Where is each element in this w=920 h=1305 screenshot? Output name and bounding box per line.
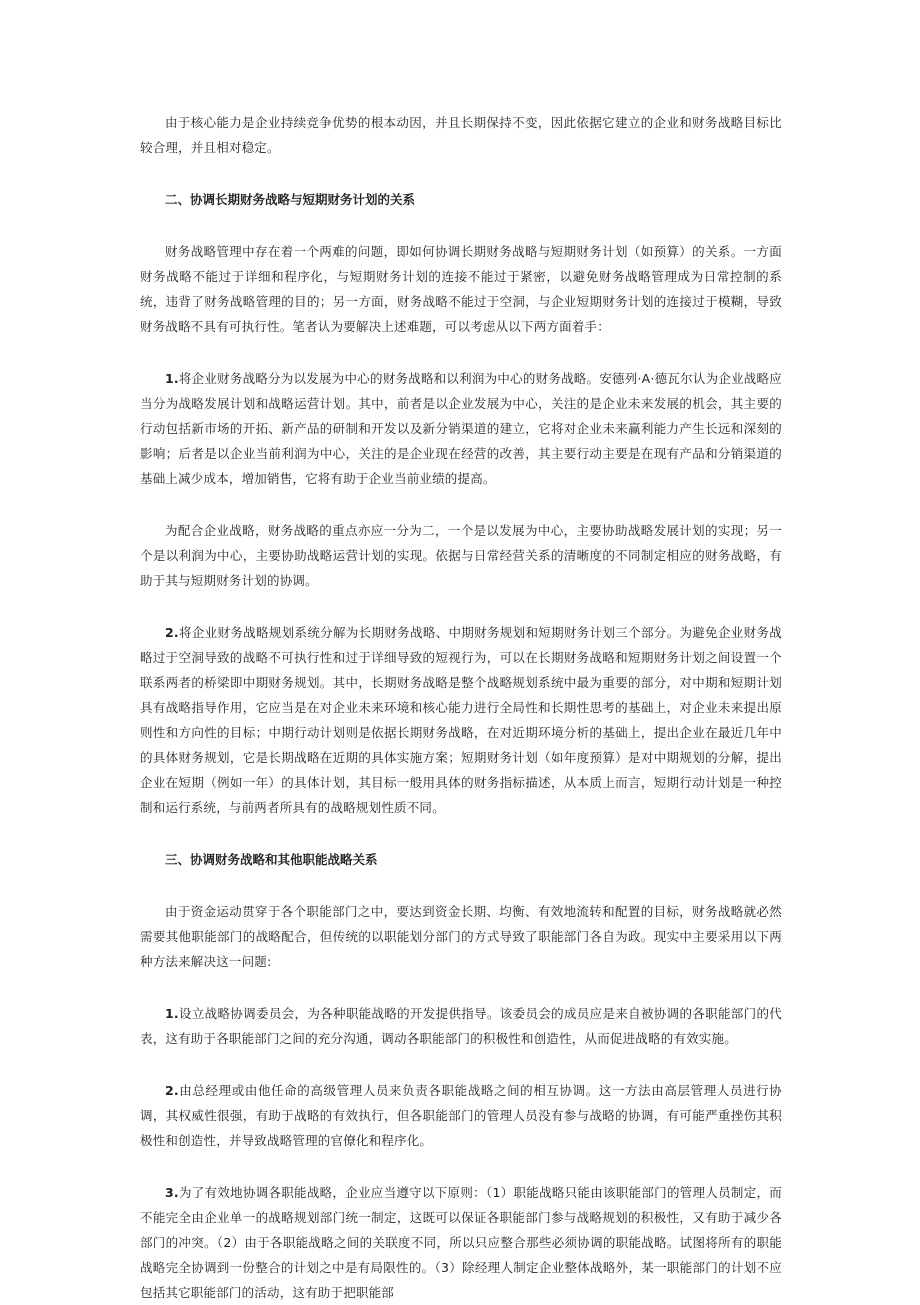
paragraph-text: 设立战略协调委员会，为各种职能战略的开发提供指导。该委员会的成员应是来自被协调的各职能部门的代表，这有助于各职能部门之间的充分沟通，调动各职能部门的积极性和创造性，从而促进战略的有效实施。 — [140, 1006, 782, 1046]
section-heading-3: 三、协调财务战略和其他职能战略关系 — [165, 852, 378, 867]
paragraph-text: 由总经理或由他任命的高级管理人员来负责各职能战略之间的相互协调。这一方法由高层管理人员进行协调，其权威性很强，有助于战略的有效执行，但各职能部门的管理人员没有参与战略的协调，有可能严重挫伤其积极性和创造性，并导致战略管理的官僚化和程序化。 — [140, 1083, 782, 1148]
paragraph-strategy-split: 为配合企业战略，财务战略的重点亦应一分为二，一个是以发展为中心，主要协助战略发展计划的实现；另一个是以利润为中心，主要协助战略运营计划的实现。依据与日常经营关系的清晰度的不同制定相应的财务战略，有助于其与短期财务计划的协调。 — [140, 523, 782, 588]
section-heading-2: 二、协调长期财务战略与短期财务计划的关系 — [165, 192, 416, 207]
list-number: 3. — [165, 1185, 179, 1200]
paragraph-core-capability: 由于核心能力是企业持续竞争优势的根本动因，并且长期保持不变，因此依据它建立的企业和财务战略目标比较合理，并且相对稳定。 — [140, 115, 782, 155]
list-number: 1. — [165, 1006, 179, 1021]
article-body — [140, 110, 782, 1305]
list-number: 2. — [165, 1083, 179, 1098]
paragraph-capital-flow: 由于资金运动贯穿于各个职能部门之中，要达到资金长期、均衡、有效地流转和配置的目标，财务战略就必然需要其他职能部门的战略配合，但传统的以职能划分部门的方式导致了职能部门各自为政。现实中主要采用以下两种方法来解决这一问题: — [140, 904, 782, 969]
list-number: 1. — [165, 371, 179, 386]
paragraph-text: 为了有效地协调各职能战略，企业应当遵守以下原则：（1）职能战略只能由该职能部门的管理人员制定，而不能完全由企业单一的战略规划部门统一制定，这既可以保证各职能部门参与战略规划的积极性，又有助于减少各部门的冲突。（2）由于各职能战略之间的关联度不同，所以只应整合那些必须协调的职能战略。试图将所有的职能战略完全协调到一份整合的计划之中是有局限性的。（3）除经理人制定企业整体战略外，某一职能部门的计划不应包括其它职能部门的活动，这有助于把职能部 — [140, 1185, 782, 1300]
paragraph-principles — [140, 1180, 782, 1305]
list-number: 2. — [165, 625, 179, 640]
paragraph-method-1 — [140, 1001, 782, 1051]
paragraph-text: 将企业财务战略分为以发展为中心的财务战略和以利润为中心的财务战略。安德列·A·德瓦尔认为企业战略应当分为战略发展计划和战略运营计划。其中，前者是以企业发展为中心，关注的是企业未来发展的机会，其主要的行动包括新市场的开拓、新产品的研制和开发以及新分销渠道的建立，它将对企业未来赢利能力产生长远和深刻的影响；后者是以企业当前利润为中心，关注的是企业现在经营的改善，其主要行动主要是在现有产品和分销渠道的基础上减少成本，增加销售，它将有助于企业当前业绩的提高。 — [140, 371, 782, 486]
paragraph-dilemma: 财务战略管理中存在着一个两难的问题，即如何协调长期财务战略与短期财务计划（如预算）的关系。一方面财务战略不能过于详细和程序化，与短期财务计划的连接不能过于紧密，以避免财务战略管理成为日常控制的系统，违背了财务战略管理的目的；另一方面，财务战略不能过于空洞，与企业短期财务计划的连接过于模糊，导致财务战略不具有可执行性。笔者认为要解决上述难题，可以考虑从以下两方面着手： — [140, 244, 782, 334]
paragraph-text: 将企业财务战略规划系统分解为长期财务战略、中期财务规划和短期财务计划三个部分。为避免企业财务战略过于空洞导致的战略不可执行性和过于详细导致的短视行为，可以在长期财务战略和短期财务计划之间设置一个联系两者的桥梁即中期财务规划。其中，长期财务战略是整个战略规划系统中最为重要的部分，对中期和短期计划具有战略指导作用，它应当是在对企业未来环境和核心能力进行全局性和长期性思考的基础上，对企业未来提出原则性和方向性的目标；中期行动计划则是依据长期财务战略，在对近期环境分析的基础上，提出企业在最近几年中的具体财务规划，它是长期战略在近期的具体实施方案；短期财务计划（如年度预算）是对中期规划的分解，提出企业在短期（例如一年）的具体计划，其目标一般用具体的财务指标描述，从本质上而言，短期行动计划是一种控制和运行系统，与前两者所具有的战略规划性质不同。 — [140, 625, 782, 815]
paragraph-point-2 — [140, 620, 782, 820]
paragraph-method-2 — [140, 1078, 782, 1153]
paragraph-point-1 — [140, 366, 782, 491]
